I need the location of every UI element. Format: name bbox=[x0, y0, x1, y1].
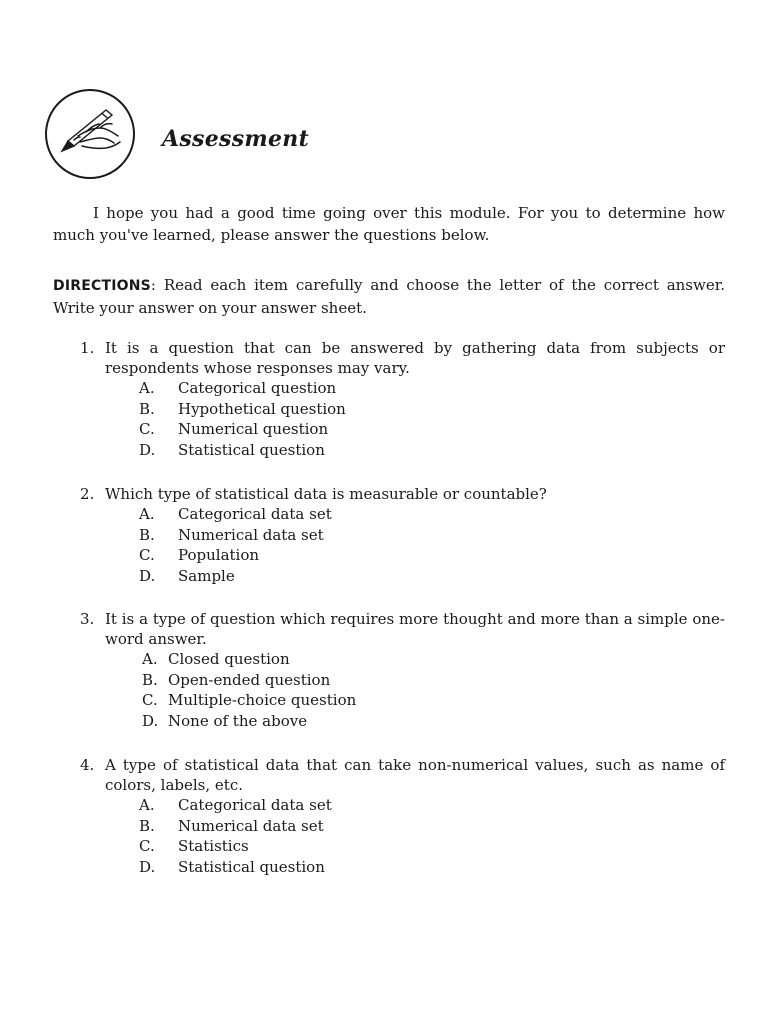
question-1 bbox=[80, 338, 725, 460]
choice-item bbox=[80, 419, 725, 440]
directions-text: : Read each item carefully and choose the letter of the correct answer. Write your answer on your answer sheet. bbox=[53, 276, 725, 317]
choice-text: Closed question bbox=[168, 650, 290, 668]
choice-text: None of the above bbox=[168, 711, 308, 730]
intro-paragraph bbox=[53, 202, 725, 246]
choice-item bbox=[80, 711, 725, 732]
question-text: It is a question that can be answered by gathering data from subjects or respondents whose responses may vary. bbox=[105, 339, 725, 377]
choice-list bbox=[80, 649, 725, 731]
page-title: Assessment bbox=[162, 126, 310, 152]
question-text: A type of statistical data that can take non-numerical values, such as name of colors, labels, etc. bbox=[105, 756, 725, 794]
choice-letter: B. bbox=[139, 399, 155, 418]
choice-letter: D. bbox=[139, 440, 156, 459]
choice-text: Numerical data set bbox=[178, 525, 324, 544]
choice-text: Categorical data set bbox=[178, 505, 332, 523]
choice-list bbox=[80, 378, 725, 460]
choice-text: Multiple-choice question bbox=[168, 691, 357, 709]
choice-letter: C. bbox=[139, 837, 155, 855]
choice-letter: B. bbox=[139, 525, 155, 544]
choice-item bbox=[80, 690, 725, 711]
choice-letter: C. bbox=[139, 420, 155, 438]
choice-text: Statistics bbox=[178, 837, 249, 855]
choice-item bbox=[80, 504, 725, 525]
choice-item bbox=[80, 525, 725, 546]
choice-list bbox=[80, 504, 725, 586]
choice-text: Sample bbox=[178, 566, 235, 585]
question-2 bbox=[80, 484, 725, 586]
choice-text: Population bbox=[178, 546, 260, 564]
question-text: It is a type of question which requires more thought and more than a simple one-word answer. bbox=[105, 610, 725, 648]
choice-letter: B. bbox=[142, 670, 158, 689]
choice-text: Statistical question bbox=[178, 440, 325, 459]
choice-letter: D. bbox=[139, 566, 156, 585]
question-number: 3. bbox=[80, 610, 95, 628]
question-number: 4. bbox=[80, 756, 95, 774]
choice-text: Hypothetical question bbox=[178, 399, 346, 418]
choice-item bbox=[80, 545, 725, 566]
choice-item bbox=[80, 857, 725, 878]
choice-item bbox=[80, 440, 725, 461]
choice-text: Categorical question bbox=[178, 379, 337, 397]
choice-item bbox=[80, 816, 725, 837]
choice-letter: D. bbox=[142, 711, 159, 730]
choice-item bbox=[80, 399, 725, 420]
choice-letter: C. bbox=[142, 691, 158, 709]
choice-text: Numerical data set bbox=[178, 816, 324, 835]
choice-item bbox=[80, 795, 725, 816]
choice-letter: A. bbox=[139, 796, 155, 814]
choice-list bbox=[80, 795, 725, 877]
choice-text: Numerical question bbox=[178, 420, 329, 438]
choice-letter: C. bbox=[139, 546, 155, 564]
hand-writing-pencil-icon bbox=[44, 88, 136, 180]
choice-letter: A. bbox=[139, 379, 155, 397]
choice-item bbox=[80, 836, 725, 857]
question-3 bbox=[80, 609, 725, 731]
intro-text: I hope you had a good time going over this module. For you to determine how much you've learned, please answer the questions below. bbox=[53, 204, 725, 244]
question-number: 1. bbox=[80, 339, 95, 357]
choice-text: Open-ended question bbox=[168, 670, 331, 689]
directions-paragraph bbox=[53, 274, 725, 319]
choice-text: Categorical data set bbox=[178, 796, 332, 814]
choice-letter: B. bbox=[139, 816, 155, 835]
choice-item bbox=[80, 649, 725, 670]
choice-letter: A. bbox=[142, 650, 158, 668]
choice-item bbox=[80, 566, 725, 587]
choice-text: Statistical question bbox=[178, 857, 325, 876]
question-number: 2. bbox=[80, 485, 95, 503]
choice-letter: D. bbox=[139, 857, 156, 876]
directions-label: DIRECTIONS bbox=[53, 278, 151, 294]
choice-item bbox=[80, 378, 725, 399]
question-4 bbox=[80, 755, 725, 877]
choice-item bbox=[80, 670, 725, 691]
choice-letter: A. bbox=[139, 505, 155, 523]
question-text: Which type of statistical data is measurable or countable? bbox=[105, 485, 547, 503]
